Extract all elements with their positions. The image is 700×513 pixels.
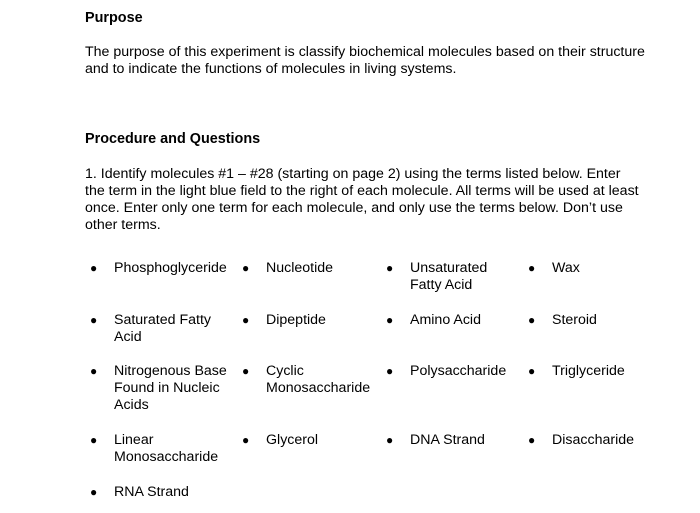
bullet-icon: ● xyxy=(90,485,98,499)
bullet-icon: ● xyxy=(386,433,394,447)
term-label: DNA Strand xyxy=(410,432,485,448)
purpose-heading: Purpose xyxy=(85,10,143,26)
bullet-icon: ● xyxy=(528,313,536,327)
term-label: Dipeptide xyxy=(266,312,326,328)
bullet-icon: ● xyxy=(90,433,98,447)
procedure-heading: Procedure and Questions xyxy=(85,131,261,147)
bullet-icon: ● xyxy=(386,364,394,378)
bullet-icon: ● xyxy=(528,433,536,447)
term-label: Nitrogenous Base Found in Nucleic Acids xyxy=(114,363,227,413)
term-label: Glycerol xyxy=(266,432,319,448)
bullet-icon: ● xyxy=(528,261,536,275)
term-label: Amino Acid xyxy=(410,312,481,328)
term-label: Disaccharide xyxy=(552,432,635,448)
bullet-icon: ● xyxy=(242,364,250,378)
bullet-icon: ● xyxy=(242,433,250,447)
bullet-icon: ● xyxy=(528,364,536,378)
term-label: Nucleotide xyxy=(266,260,334,276)
term-label: Phosphoglyceride xyxy=(114,260,227,276)
bullet-icon: ● xyxy=(386,261,394,275)
bullet-icon: ● xyxy=(90,313,98,327)
bullet-icon: ● xyxy=(242,261,250,275)
term-label: RNA Strand xyxy=(114,484,189,500)
procedure-instructions: 1. Identify molecules #1 – #28 (starting on page 2) using the terms listed below. Enter the term in the light blue field to the right of each molecule. All terms will be used at least once. Enter only one term for each molecule, and only use the terms below. Don’t use other terms. xyxy=(85,166,639,233)
term-label: Wax xyxy=(552,260,580,276)
term-label: Polysaccharide xyxy=(410,363,507,379)
bullet-icon: ● xyxy=(242,313,250,327)
bullet-icon: ● xyxy=(90,261,98,275)
term-label: Unsaturated Fatty Acid xyxy=(410,260,488,293)
term-label: Triglyceride xyxy=(552,363,625,379)
bullet-icon: ● xyxy=(90,364,98,378)
term-label: Linear Monosaccharide xyxy=(114,432,219,465)
term-label: Steroid xyxy=(552,312,597,328)
term-label: Cyclic Monosaccharide xyxy=(266,363,371,396)
purpose-text: The purpose of this experiment is classify biochemical molecules based on their structure and to indicate the functions of molecules in living systems. xyxy=(85,44,645,77)
term-label: Saturated Fatty Acid xyxy=(114,312,211,345)
bullet-icon: ● xyxy=(386,313,394,327)
